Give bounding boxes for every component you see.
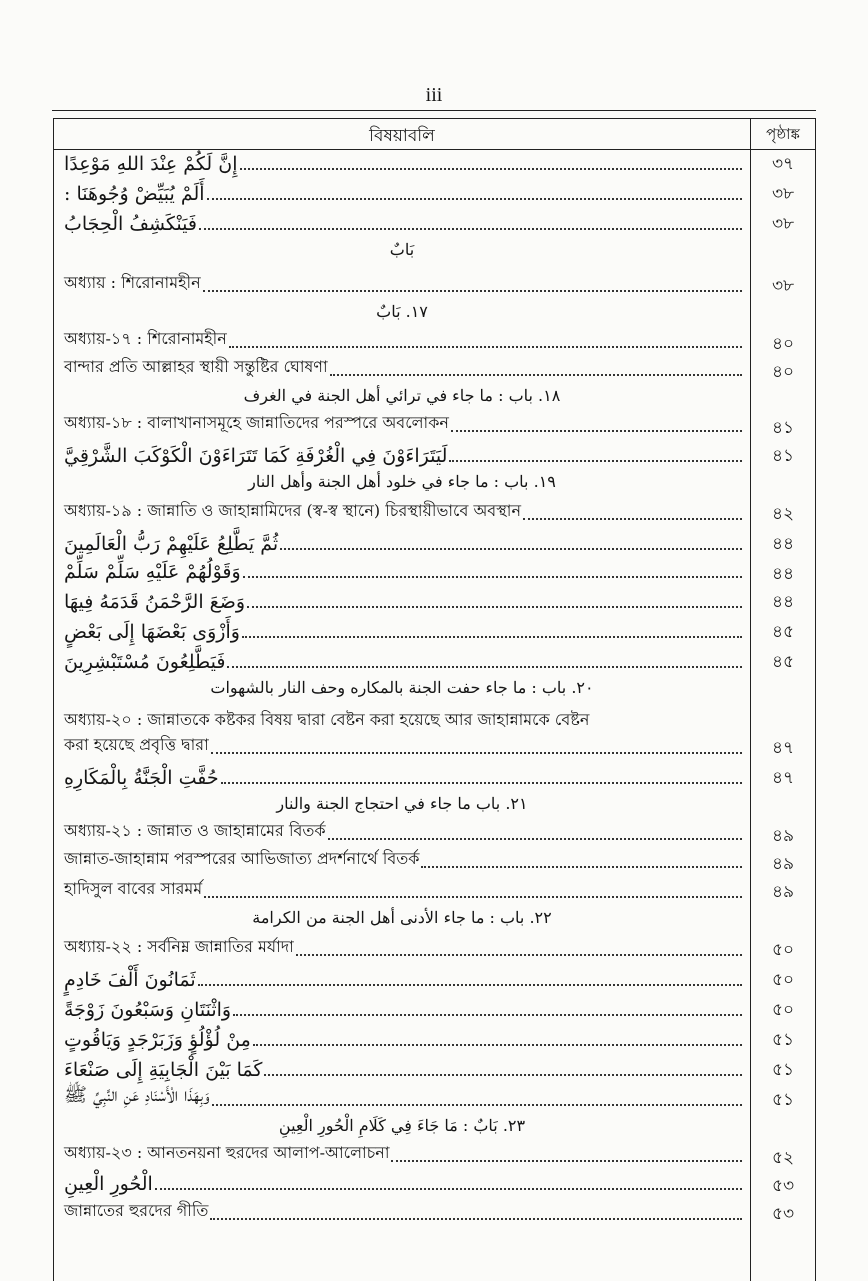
chapter-heading: ٢٣. بَابٌ : مَا جَاءَ فِي كَلَامِ الْحُورِ الْعِينِ xyxy=(278,1116,526,1135)
toc-row xyxy=(54,1197,815,1227)
toc-row xyxy=(54,327,815,355)
toc-topic: ثَمَانُونَ أَلْفَ خَادِمٍ xyxy=(64,969,196,991)
dot-leader xyxy=(247,606,742,608)
dot-leader xyxy=(253,1044,742,1046)
toc-row xyxy=(54,847,815,875)
toc-entry[interactable] xyxy=(64,849,744,873)
toc-row xyxy=(54,1023,815,1053)
toc-row xyxy=(54,355,815,383)
chapter-heading-row xyxy=(54,791,815,819)
chapter-heading: ٢١. باب ما جاء في احتجاج الجنة والنار xyxy=(276,794,528,813)
toc-row xyxy=(54,177,815,207)
dot-leader xyxy=(296,954,742,956)
toc-topic: حُفَّتِ الْجَنَّةُ بِالْمَكَارِهِ xyxy=(64,767,219,789)
dot-leader xyxy=(211,752,742,754)
toc-entry[interactable] xyxy=(64,587,744,613)
toc-topic: كَمَا بَيْنَ الْجَابِيَةِ إِلَى صَنْعَاءَ xyxy=(64,1059,263,1081)
chapter-heading-row xyxy=(54,469,815,497)
toc-row xyxy=(54,497,815,527)
toc-topic: فَيَنْكَشِفُ الْحِجَابُ xyxy=(64,213,197,235)
chapter-heading-row xyxy=(54,237,815,269)
toc-page-number: ৪১ xyxy=(771,446,795,466)
dot-leader xyxy=(210,1218,742,1220)
dot-leader xyxy=(203,290,742,292)
toc-entry[interactable] xyxy=(64,357,744,381)
toc-entry[interactable] xyxy=(64,559,744,583)
toc-topic: مِنْ لُؤْلُؤٍ وَزَبَرْجَدٍ وَيَاقُوتٍ xyxy=(64,1029,251,1051)
dot-leader xyxy=(207,198,742,200)
dot-leader xyxy=(204,896,742,898)
toc-page-number: ৪৯ xyxy=(771,882,795,902)
dot-leader xyxy=(221,782,742,784)
toc-entry[interactable] xyxy=(64,1055,744,1081)
toc-topic: إِنَّ لَكُمْ عِنْدَ اللهِ مَوْعِدًا xyxy=(64,153,238,175)
toc-entry[interactable] xyxy=(64,1171,744,1195)
toc-entry[interactable] xyxy=(64,1025,744,1051)
toc-topic: বান্দার প্রতি আল্লাহর স্থায়ী সন্তুষ্টির ঘোষণা xyxy=(64,357,328,376)
toc-topic: অধ্যায়-১৮ : বালাখানাসমূহে জান্নাতিদের পরস্পরে অবলোকন xyxy=(64,413,449,432)
toc-row xyxy=(54,875,815,905)
toc-row xyxy=(54,615,815,645)
chapter-heading: ٢٢. باب : ما جاء الأدنى أهل الجنة من الكرامة xyxy=(252,908,552,927)
toc-entry[interactable] xyxy=(64,995,744,1021)
toc-page-number: ৫১ xyxy=(771,1030,795,1050)
toc-topic: হাদিসুল বাবের সারমর্ম xyxy=(64,879,203,898)
toc-page-number: ৩৮ xyxy=(771,184,795,204)
toc-row xyxy=(54,819,815,847)
toc-row xyxy=(54,269,815,299)
toc-topic: অধ্যায়-২৩ : আনতনয়না হুরদের আলাপ-আলোচনা xyxy=(64,1143,390,1162)
dot-leader xyxy=(264,1074,742,1076)
toc-topic: لَيَتَرَاءَوْنَ فِي الْغُرْفَةِ كَمَا تَتَرَاءَوْنَ الْكَوْكَبَ الشَّرْقِيَّ xyxy=(64,445,448,467)
toc-page-number: ৪৯ xyxy=(771,826,795,846)
chapter-heading-row xyxy=(54,383,815,411)
toc-page-number: ৫০ xyxy=(771,970,795,990)
toc-entry[interactable] xyxy=(64,329,744,353)
toc-row xyxy=(54,731,815,761)
toc-topic: وَاثْنَتَانِ وَسَبْعُونَ زَوْجَةً xyxy=(64,999,232,1021)
dot-leader xyxy=(229,346,742,348)
toc-row xyxy=(54,411,815,439)
toc-entry[interactable] xyxy=(64,529,744,555)
toc-topic: অধ্যায়-২০ : জান্নাতকে কষ্টকর বিষয় দ্বারা বেষ্টন করা হয়েছে আর জাহান্নামকে বেষ্টন xyxy=(64,710,590,729)
chapter-heading: ١٩. باب : ما جاء في خلود أهل الجنة وأهل النار xyxy=(248,472,556,491)
toc-row xyxy=(54,147,815,177)
toc-entry[interactable] xyxy=(64,441,744,467)
toc-page-number: ৩৭ xyxy=(771,154,795,174)
dot-leader xyxy=(391,1160,742,1162)
toc-row xyxy=(54,645,815,675)
toc-entry[interactable] xyxy=(64,1143,744,1167)
contents-table xyxy=(53,118,816,1281)
toc-entry[interactable] xyxy=(64,179,744,205)
toc-topic: অধ্যায়-২১ : জান্নাত ও জাহান্নামের বিতর্ক xyxy=(64,821,326,840)
dot-leader xyxy=(198,984,742,986)
toc-entry[interactable] xyxy=(64,877,744,903)
chapter-heading: ١٧. بَابٌ xyxy=(376,302,428,321)
toc-page-number: ৪৪ xyxy=(771,592,795,612)
toc-entry[interactable] xyxy=(64,617,744,643)
header-topic: বিষয়াবলি xyxy=(369,126,435,146)
toc-row xyxy=(54,207,815,237)
dot-leader xyxy=(242,636,742,638)
chapter-heading-row xyxy=(54,675,815,703)
dot-leader xyxy=(451,430,742,432)
toc-topic: أَلَمْ يُبَيِّضْ وُجُوهَنَا : xyxy=(64,183,205,205)
toc-page-number: ৫০ xyxy=(771,1000,795,1020)
page-number: iii xyxy=(425,84,443,106)
dot-leader xyxy=(449,460,742,462)
toc-row xyxy=(54,1141,815,1169)
chapter-heading-row xyxy=(54,299,815,327)
chapter-heading: ١٨. باب : ما جاء في ترائي أهل الجنة في الغرف xyxy=(243,386,561,405)
toc-page-number: ৫৩ xyxy=(771,1204,795,1224)
dot-leader xyxy=(421,866,742,868)
toc-entry[interactable] xyxy=(64,763,744,789)
toc-page-number: ৪০ xyxy=(771,362,795,382)
toc-page-number: ৫১ xyxy=(771,1090,795,1110)
toc-page-number: ৪৯ xyxy=(771,854,795,874)
toc-page-number: ৩৮ xyxy=(771,214,795,234)
toc-entry[interactable] xyxy=(64,1085,744,1111)
toc-entry[interactable] xyxy=(64,821,744,845)
toc-row xyxy=(54,963,815,993)
toc-page-number: ৫০ xyxy=(771,940,795,960)
toc-row xyxy=(54,1169,815,1197)
dot-leader xyxy=(523,518,742,520)
toc-page-number: ৫১ xyxy=(771,1060,795,1080)
toc-row xyxy=(54,557,815,585)
toc-row xyxy=(54,527,815,557)
toc-entry[interactable] xyxy=(64,499,744,525)
top-rule xyxy=(52,110,816,111)
toc-topic: فَيَطَّلِعُونَ مُسْتَبْشِرِينَ xyxy=(64,651,226,673)
toc-page-number: ৪৪ xyxy=(771,564,795,584)
toc-page-number: ৪১ xyxy=(771,418,795,438)
toc-row xyxy=(54,993,815,1023)
toc-page-number: ৫৩ xyxy=(771,1176,795,1196)
toc-entry[interactable] xyxy=(64,1199,744,1225)
dot-leader xyxy=(199,228,742,230)
toc-topic: অধ্যায়-২২ : সর্বনিম্ন জান্নাতির মর্যাদা xyxy=(64,937,294,956)
header-page: পৃষ্ঠাঙ্ক xyxy=(766,125,800,143)
dot-leader xyxy=(212,1104,742,1106)
toc-entry[interactable] xyxy=(64,413,744,437)
toc-entry[interactable] xyxy=(64,209,744,235)
toc-entry[interactable] xyxy=(64,733,744,759)
toc-topic: وَأَزْوَى بَعْضَهَا إِلَى بَعْضٍ xyxy=(64,621,240,643)
dot-leader xyxy=(227,666,742,668)
dot-leader xyxy=(240,168,743,170)
toc-entry[interactable] xyxy=(64,965,744,991)
chapter-heading-row xyxy=(54,1113,815,1141)
toc-topic: করা হয়েছে প্রবৃত্তি দ্বারা xyxy=(64,735,209,754)
toc-topic: وَضَعَ الرَّحْمَنُ قَدَمَهُ فِيهَا xyxy=(64,591,246,613)
table-header xyxy=(54,119,815,150)
toc-row xyxy=(54,703,815,731)
chapter-heading: بَابٌ xyxy=(389,240,415,259)
toc-row xyxy=(54,439,815,469)
toc-entry[interactable] xyxy=(64,271,744,297)
toc-row xyxy=(54,1053,815,1083)
toc-row xyxy=(54,1083,815,1113)
dot-leader xyxy=(233,1014,742,1016)
toc-entry[interactable] xyxy=(64,647,744,673)
chapter-heading-row xyxy=(54,905,815,933)
dot-leader xyxy=(155,1188,742,1190)
toc-page-number: ৪৫ xyxy=(771,622,795,642)
toc-page-number: ৪৭ xyxy=(771,738,795,758)
toc-page-number: ৫২ xyxy=(771,1148,795,1168)
toc-topic: অধ্যায়-১৯ : জান্নাতি ও জাহান্নামিদের (স্ব-স্ব স্থানে) চিরস্থায়ীভাবে অবস্থান xyxy=(64,501,521,520)
toc-page-number: ৩৮ xyxy=(771,276,795,296)
toc-page-number: ৪০ xyxy=(771,334,795,354)
toc-topic: ثُمَّ يَطَّلِعُ عَلَيْهِمْ رَبُّ الْعَالَمِينَ xyxy=(64,533,279,555)
dot-leader xyxy=(330,374,742,376)
toc-row xyxy=(54,933,815,963)
toc-page-number: ৪৭ xyxy=(771,768,795,788)
dot-leader xyxy=(328,838,742,840)
toc-topic: অধ্যায়-১৭ : শিরোনামহীন xyxy=(64,329,227,348)
toc-page-number: ৪৫ xyxy=(771,652,795,672)
toc-row xyxy=(54,761,815,791)
toc-page-number: ৪২ xyxy=(771,504,795,524)
toc-entry[interactable] xyxy=(64,149,744,175)
chapter-heading: ٢٠. باب : ما جاء حفت الجنة بالمكاره وحف النار بالشهوات xyxy=(210,678,594,697)
toc-topic: الْحُورِ الْعِينِ xyxy=(64,1173,153,1195)
toc-topic: অধ্যায় : শিরোনামহীন xyxy=(64,273,201,292)
toc-topic: জান্নাত-জাহান্নাম পরস্পরের আভিজাত্য প্রদর্শনার্থে বিতর্ক xyxy=(64,849,420,868)
toc-row xyxy=(54,585,815,615)
toc-entry[interactable] xyxy=(64,935,744,961)
toc-topic: وَبِهَذَا الْأَسْنَادِ عَنِ النَّبِيِّ ﷺ xyxy=(64,1084,210,1106)
toc-topic: জান্নাতের হুরদের গীতি xyxy=(64,1201,209,1220)
toc-page-number: ৪৪ xyxy=(771,534,795,554)
dot-leader xyxy=(280,548,742,550)
dot-leader xyxy=(243,576,742,578)
toc-topic: وَقَوْلُهُمْ عَلَيْهِ سَلِّمْ سَلِّمْ xyxy=(64,561,241,583)
